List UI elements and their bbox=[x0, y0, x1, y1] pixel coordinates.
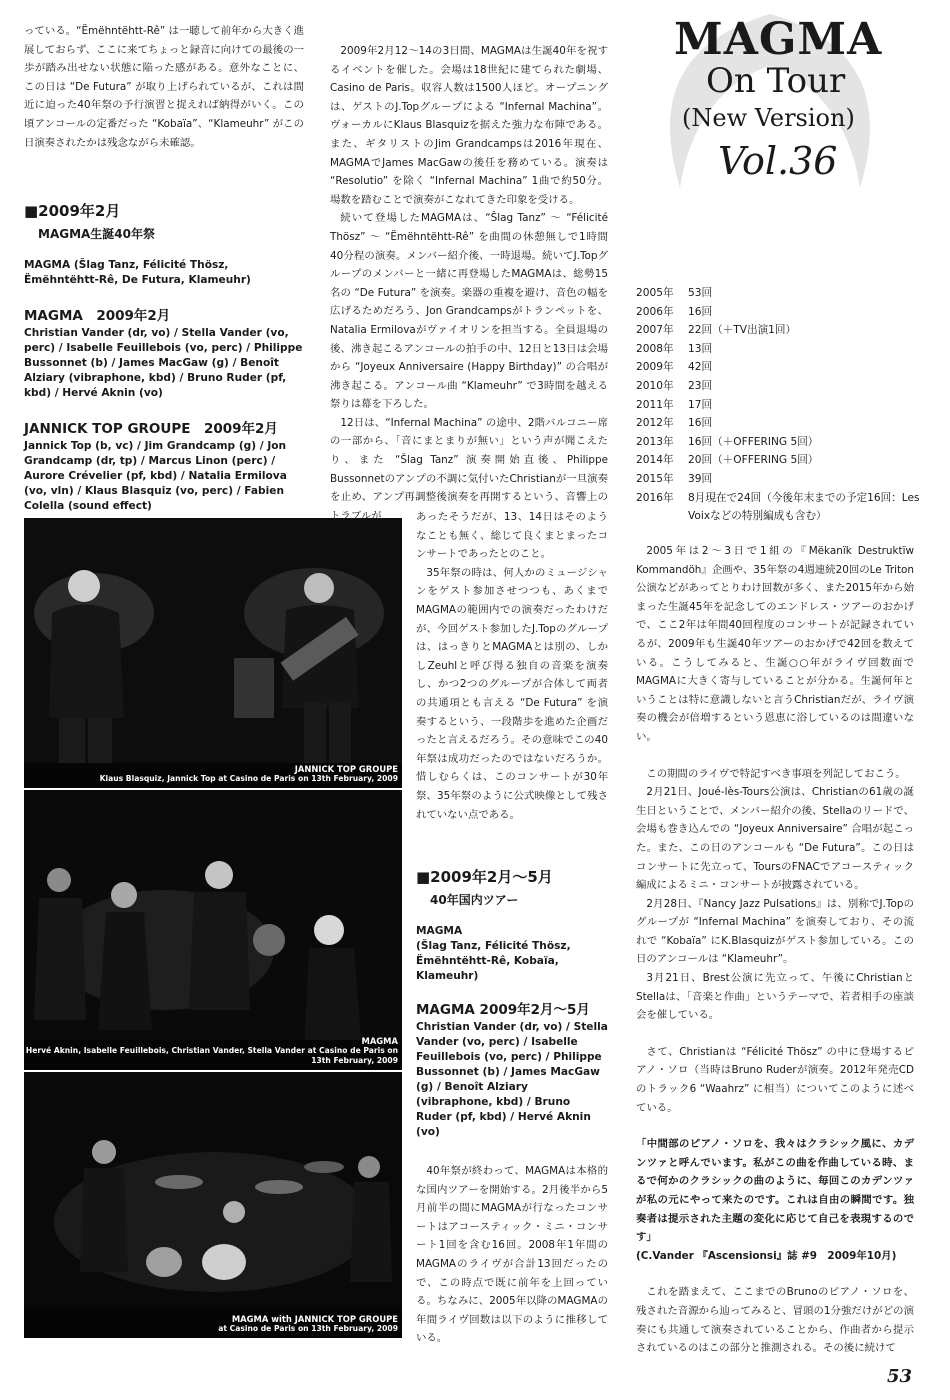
list-item bbox=[636, 414, 926, 433]
count: 16回 bbox=[688, 417, 713, 430]
year: 2016年 bbox=[636, 491, 674, 504]
photo-caption-title: MAGMA with JANNICK TOP GROUPE bbox=[231, 1314, 398, 1324]
section-title: ■2009年2月～5月 bbox=[416, 868, 553, 886]
section-2009-feb-may bbox=[416, 866, 608, 1348]
count: 39回 bbox=[688, 472, 713, 485]
col2-paragraph: 2009年2月12～14の3日間、MAGMAは生誕40年を祝するイベントを催した。会場は18世紀に建てられた劇場、Casino de Paris。収容人数は1500人ほど。オープニングは、ゲストのJ.Topグループによる “Infernal Machina”。ヴォーカルにKlaus Blasquizを据えた強力な布陣である。また、ギタリストのJim Grandcampsは2016年現在、MAGMAでJames MacGawの後任を務めている。演奏は “Resolutio” を除く “Infernal Machina” 1曲で約50分。場数を踏むことで演奏がこなれてきた印象を受ける。 bbox=[330, 45, 608, 206]
col3-paragraph: これを踏まえて、ここまでのBrunoのピアノ・ソロを、残された音源から辿ってみると、冒頭の1分強だけがどの演奏にも共通して演奏されていることから、作曲者から提示されているのはこの部分と推測される。その後に続けて bbox=[636, 1286, 914, 1355]
count: 20回（＋OFFERING 5回） bbox=[688, 454, 819, 467]
concert-photo-1 bbox=[24, 518, 402, 788]
col2-paragraph: 40年祭が終わって、MAGMAは本格的な国内ツアーを開始する。2月後半から5月前半の間にMAGMAが行なったコンサートはアコースティック・ミニ・コンサート1回を含む16回。2008年1年間のMAGMAのライヴが合計13回だったので、この時点で既に前年を上回っている。ちなみに、2005年以降のMAGMAの年間ライヴ回数は以下のように推移している。 bbox=[416, 1165, 608, 1345]
col3-paragraph: 2005年は2～3日で1組の『Mëkanïk Destruktïw Kommandöh』企画や、35年祭の4週連続20回のLe Triton公演などがあってとりわけ回数が多く、また2015年から始まった生誕45年を記念してのエンドレス・ツアーのおかげで、ここ2年は年間40回程度のコンサートが記録されているが、2009年も生誕40年ツアーのおかげで42回を数えている。こうしてみると、生誕○○年がライヴ回数面でMAGMAに大きく寄与していることが分かる。生誕何年ということは特に意識しないと言うChristianだが、ライヴ演奏の機会が倍増するという恩恵に浴しているのは間違いない。 bbox=[636, 545, 914, 743]
count: 17回 bbox=[688, 398, 713, 411]
quote-source: (C.Vander 『Ascensionsi』誌 #9 2009年10月) bbox=[636, 1249, 897, 1262]
title-block bbox=[620, 8, 920, 198]
count: 23回 bbox=[688, 379, 713, 392]
col3-paragraph: この期間のライヴで特記すべき事項を列記しておこう。 bbox=[646, 767, 906, 780]
photo-caption-2 bbox=[24, 1036, 398, 1066]
list-item bbox=[636, 396, 926, 415]
setlist: (Šlag Tanz, Félicité Thösz, Ëmëhntëhtt-Rê, Kobaïa, Klameuhr) bbox=[416, 940, 571, 982]
section-subtitle: MAGMA生誕40年祭 bbox=[38, 227, 156, 241]
list-item bbox=[636, 470, 926, 489]
col3-body bbox=[636, 542, 914, 1358]
setlist-heading: MAGMA bbox=[416, 925, 463, 937]
section-subtitle: 40年国内ツアー bbox=[430, 893, 519, 907]
photo-jannick-top-groupe-image bbox=[24, 518, 402, 788]
year: 2006年 bbox=[636, 305, 674, 318]
count: 42回 bbox=[688, 361, 713, 374]
photo-magma-with-jannick-image bbox=[24, 1072, 402, 1338]
list-item bbox=[636, 451, 926, 470]
live-count-list bbox=[636, 284, 926, 526]
year: 2007年 bbox=[636, 324, 674, 337]
lineup-heading-jannick-top: JANNICK TOP GROUPE 2009年2月 bbox=[24, 421, 278, 437]
page-number: 53 bbox=[886, 1366, 912, 1387]
year: 2013年 bbox=[636, 435, 674, 448]
year: 2014年 bbox=[636, 454, 674, 467]
year: 2012年 bbox=[636, 417, 674, 430]
setlist: MAGMA (Šlag Tanz, Félicité Thösz, Ëmëhntëhtt-Rê, De Futura, Klameuhr) bbox=[24, 259, 251, 286]
list-item bbox=[636, 321, 926, 340]
title-new-version: (New Version) bbox=[682, 104, 855, 132]
col2-paragraph: 続いて登場したMAGMAは、“Šlag Tanz” ～ “Félicité Thösz” ～ “Ëmëhntëhtt-Rê” を曲間の休憩無しで1時間40分程の演奏。メンバー紹介後、一時退場。続いてJ.Topグループのメンバーと一緒に再登場したMAGMAは、総勢15名の “De Futura” を演奏。楽器の重複を避け、音色の幅を広げるためだろう、Jon Grandcampsがトランペットを、Natalia Ermilovaがヴァイオリンを担当する。全員退場の後、沸き起こるアンコールの拍手の中、12日と13日は会場から “Joyeux Anniversaire (Happy Birthday)” の合唱が沸き起こる。アンコール曲 “Klameuhr” で3時間を越える祭りは幕を下ろした。 bbox=[330, 212, 608, 411]
col2-paragraph: あったそうだが、13、14日はそのようなことも無く、総じて良くまとまったコンサートであったとのこと。 bbox=[416, 511, 608, 561]
lineup-magma: Christian Vander (dr, vo) / Stella Vander (vo, perc) / Isabelle Feuillebois (vo, perc) / Philippe Bussonnet (b) / James MacGaw (g) / Benoît Alziary (vibraphone, kbd) / Bruno Ruder (pf, kbd) / Hervé Aknin (vo) bbox=[416, 1021, 608, 1138]
year: 2015年 bbox=[636, 472, 674, 485]
concert-photo-2 bbox=[24, 790, 402, 1070]
col3-paragraph: 2月28日、『Nancy Jazz Pulsations』は、別称でJ.Topのグループが “Infernal Machina” を演奏しており、その流れで “Kobaïa” にK.Blasquizがゲスト参加している。この日のアンコールは “Klameuhr”。 bbox=[636, 897, 914, 966]
col3-paragraph: 3月21日、Brest公演に先立って、午後にChristianとStellaは、「音楽と作曲」というテーマで、若者相手の座談会を催している。 bbox=[636, 972, 914, 1022]
list-item bbox=[636, 340, 926, 359]
list-item bbox=[636, 303, 926, 322]
year: 2011年 bbox=[636, 398, 674, 411]
lineup-jannick-top: Jannick Top (b, vc) / Jim Grandcamp (g) / Jon Grandcamp (dr, tp) / Marcus Linon (perc) / Aurore Crévelier (pf, kbd) / Natalia Ermilova (vo, vln) / Klaus Blasquiz (vo, perc) / Fabien Colella (sound effect) bbox=[24, 440, 287, 512]
title-volume: Vol.36 bbox=[718, 139, 838, 183]
photo-caption-title: JANNICK TOP GROUPE bbox=[294, 764, 398, 774]
lineup-magma: Christian Vander (dr, vo) / Stella Vander (vo, perc) / Isabelle Feuillebois (vo, perc) / Philippe Bussonnet (b) / James MacGaw (g) / Benoît Alziary (vibraphone, kbd) / Bruno Ruder (pf, kbd) / Hervé Aknin (vo) bbox=[24, 327, 303, 399]
photo-caption-text: at Casino de Paris on 13th February, 2009 bbox=[218, 1324, 398, 1333]
list-item bbox=[636, 358, 926, 377]
lineup-heading-magma: MAGMA 2009年2月～5月 bbox=[416, 1002, 590, 1018]
count: 22回（＋TV出演1回） bbox=[688, 324, 797, 337]
col3-paragraph: 2月21日、Joué-lès-Tours公演は、Christianの61歳の誕生日ということで、メンバー紹介の後、Stellaのリードで、会場も巻き込んでの “Joyeux Anniversaire” 合唱が起こった。また、この日のアンコールも “De Futura”。この日はコンサートに先立って、ToursのFNACでアコースティック編成によるミニ・コンサートが披露されている。 bbox=[636, 786, 914, 892]
photo-magma-image bbox=[24, 790, 402, 1070]
col1-intro-text: っている。“Ëmëhntëhtt-Rê” は一聴して前年から大きく進展しておらず、ここに来てちょっと録音に向けての最後の一歩が踏み出せない状態に陥った感がある。意外なことに、この日は “De Futura” が取り上げられているが、これは間近に迫った40年祭の予行演習と捉えれば納得がいく。この頃アンコールの定番だった “Kobaïa”、“Klameuhr” がこの日演奏されたかは残念ながら未確認。 bbox=[24, 25, 304, 149]
list-item bbox=[636, 489, 926, 526]
col2-paragraph: 35年祭の時は、何人かのミュージシャンをゲスト参加させつつも、あくまでMAGMAの範囲内での演奏だったわけだが、今回ゲスト参加したJ.Topのグループは、はっきりとMAGMAとは別の、しかしZeuhlと呼び得る独自の音楽を演奏し、かつ2つのグループが合体して両者の共通項とも言える “De Futura” を演奏するという、一段階歩を進めた企画だったと言えるだろう。その意味でこの40年祭は成功だったのではないだろうか。惜しむらくは、このコンサートが30年祭、35年祭のように公式映像として残されていない点である。 bbox=[416, 566, 608, 821]
photo-caption-title: MAGMA bbox=[361, 1036, 398, 1046]
count: 16回（＋OFFERING 5回） bbox=[688, 435, 819, 448]
col3-paragraph: さて、Christianは “Félicité Thösz” の中に登場するピアノ・ソロ（当時はBruno Ruderが演奏。2012年発売CDのトラック6 “Waahrz” に相当）についてこのように述べている。 bbox=[636, 1045, 914, 1114]
quote-text: 「中間部のピアノ・ソロを、我々はクラシック風に、カデンツァと呼んでいます。私がこの曲を作曲している時、まるで何かのクラシックの曲のように、毎回このカデンツァが私の元にやって来たのです。これは自由の瞬間です。独奏者は提示された主題の変化に応じて自己を表現するのです」 bbox=[636, 1138, 914, 1244]
count: 8月現在で24回（今後年末までの予定16回：Les Voixなどの特別編成も含む） bbox=[688, 491, 920, 523]
year: 2005年 bbox=[636, 287, 674, 299]
lineup-heading-magma: MAGMA 2009年2月 bbox=[24, 308, 171, 324]
photo-caption-text: Hervé Aknin, Isabelle Feuillebois, Christian Vander, Stella Vander at Casino de Paris on 13th February, 2009 bbox=[25, 1046, 398, 1065]
col2-paragraph: 12日は、“Infernal Machina” の途中、2階バルコニー席の一部から、「音にまとまりが無い」という声が聞こえたり、また “Šlag Tanz” 演奏開始直後、Philippe Bussonnetのアンプの不調に気付いたChristianが一旦演奏を止め、アンプ再調整後演奏を再開するという、音響上のトラブルが bbox=[330, 416, 608, 522]
list-item bbox=[636, 284, 926, 303]
list-item bbox=[636, 377, 926, 396]
count: 13回 bbox=[688, 342, 713, 355]
section-2009-feb bbox=[24, 200, 304, 514]
year: 2009年 bbox=[636, 361, 674, 374]
count: 16回 bbox=[688, 305, 713, 318]
count: 53回 bbox=[688, 287, 713, 299]
title-on-tour: On Tour bbox=[706, 61, 846, 101]
section-title: ■2009年2月 bbox=[24, 202, 121, 220]
concert-photo-3 bbox=[24, 1072, 402, 1338]
title-magma: MAGMA bbox=[674, 14, 883, 65]
col2-body bbox=[330, 42, 608, 525]
list-item bbox=[636, 433, 926, 452]
photo-caption-3 bbox=[218, 1314, 398, 1334]
year: 2008年 bbox=[636, 342, 674, 355]
col2-narrow-body bbox=[416, 508, 608, 824]
photo-caption-1 bbox=[100, 764, 398, 784]
photo-caption-text: Klaus Blasquiz, Jannick Top at Casino de Paris on 13th February, 2009 bbox=[99, 774, 398, 783]
year: 2010年 bbox=[636, 379, 674, 392]
